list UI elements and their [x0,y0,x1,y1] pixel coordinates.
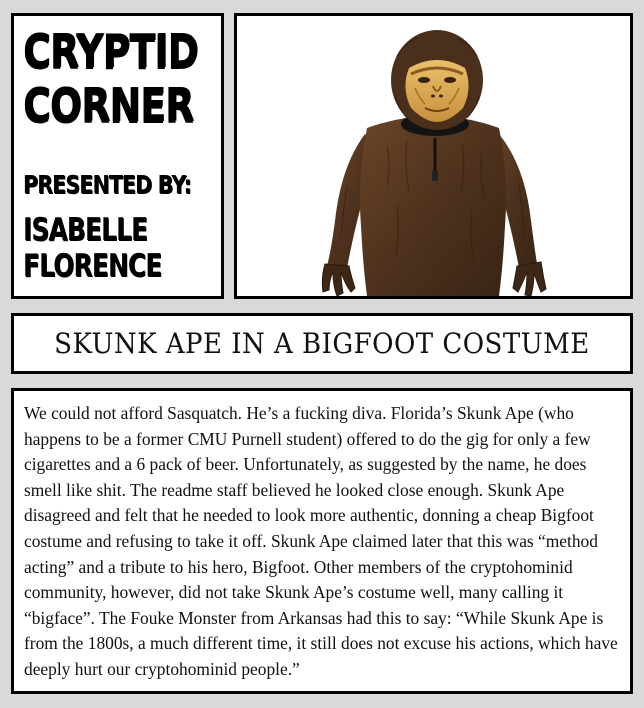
illustration-panel [234,13,633,299]
presented-by-label: PRESENTED BY: [23,170,191,199]
left-hand [322,264,355,296]
article-panel [11,388,633,694]
right-hand [513,262,546,296]
headline-panel [11,313,633,374]
body-fur [360,116,506,296]
presenter-name: ISABELLE FLORENCE [23,212,162,284]
article-headline: SKUNK APE IN A BIGFOOT COSTUME [54,327,590,360]
masthead-panel [11,13,224,299]
article-body: We could not afford Sasquatch. He’s a fucking diva. Florida’s Skunk Ape (who happens to be a former CMU Purnell student) offered to do the gig for only a few cigarettes and a 6 pack of beer. Unfortunately, as suggested by the name, he does smell like shit. The readme staff believed he looked close enough. Skunk Ape disagreed and felt that he needed to look more authentic, donning a cheap Bigfoot costume and refusing to take it off. Skunk Ape claimed later that this was “method acting” and a tribute to his hero, Bigfoot. Other members of the cryptohominid community, however, did not take Skunk Ape’s costume well, many calling it “bigface”. The Fouke Monster from Arkansas had this to say: “While Skunk Ape is from the 1800s, a much different time, it still does not excuse his actions, which have deeply hurt our cryptohominid people.” [24,403,618,679]
bigfoot-costume-illustration [237,16,630,296]
masthead-title: CRYPTID CORNER [23,24,198,132]
